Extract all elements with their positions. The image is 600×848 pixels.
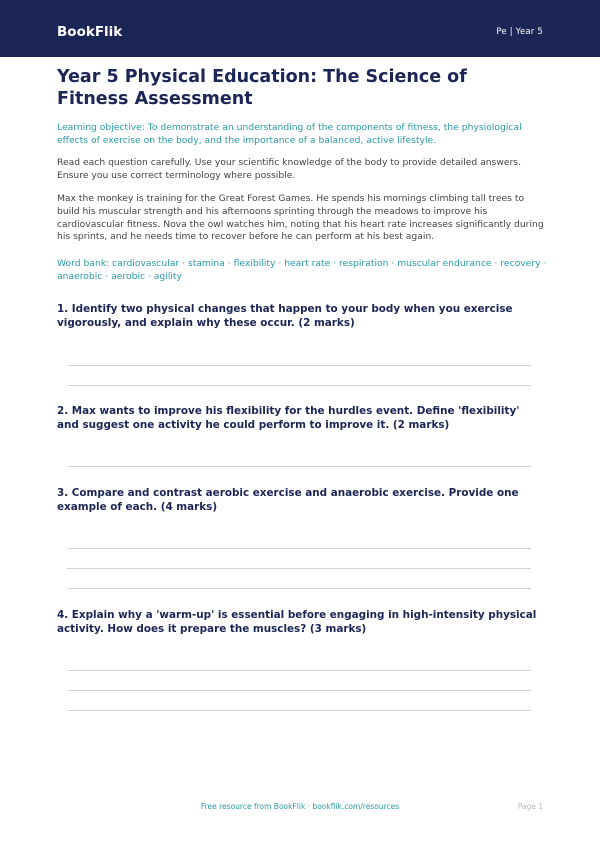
brand-logo-text: BookFlik [57,24,123,40]
answer-line[interactable] [67,690,531,691]
answer-line[interactable] [67,670,531,671]
answer-line[interactable] [67,385,531,386]
page-header [0,0,600,57]
footer-credit: Free resource from BookFlik · bookflik.com/resources [200,802,400,811]
word-bank: Word bank: cardiovascular · stamina · flexibility · heart rate · respiration · muscular endurance · recovery · anaerobic · aerobic · agility [57,258,547,282]
subject-year-label: Pe | Year 5 [496,27,543,37]
question-3: 3. Compare and contrast aerobic exercise and anaerobic exercise. Provide one example of each. (4 marks) [57,487,519,513]
scenario-text: Max the monkey is training for the Great Forest Games. He spends his mornings climbing tall trees to build his muscular strength and his afternoons sprinting through the meadows to improve his cardiovascular fitness. Nova the owl watches him, noting that his heart rate increases significantly during his sprints, and he needs time to recover before he can perform at his best again. [57,193,544,243]
learning-objective: Learning objective: To demonstrate an understanding of the components of fitness, the physiological effects of exercise on the body, and the importance of a balanced, active lifestyle. [57,122,522,146]
question-2: 2. Max wants to improve his flexibility for the hurdles event. Define 'flexibility' and suggest one activity he could perform to improve it. (2 marks) [57,405,520,431]
answer-line[interactable] [67,568,531,569]
answer-line[interactable] [67,466,531,467]
question-1: 1. Identify two physical changes that happen to your body when you exercise vigorously, and explain why these occur. (2 marks) [57,303,513,329]
page-number: Page 1 [517,802,543,811]
answer-line[interactable] [67,548,531,549]
instructions: Read each question carefully. Use your scientific knowledge of the body to provide detailed answers. Ensure you use correct terminology where possible. [57,157,521,181]
answer-line[interactable] [67,710,531,711]
worksheet-title: Year 5 Physical Education: The Science of Fitness Assessment [57,67,467,109]
answer-line[interactable] [67,588,531,589]
answer-line[interactable] [67,365,531,366]
question-4: 4. Explain why a 'warm-up' is essential before engaging in high-intensity physical activity. How does it prepare the muscles? (3 marks) [57,609,537,635]
